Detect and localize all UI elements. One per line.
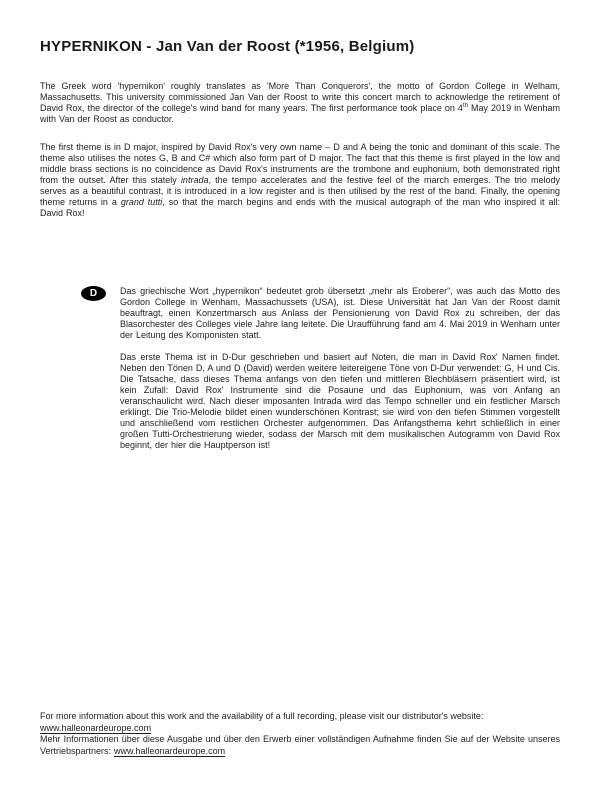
english-paragraph-2 [40,142,560,219]
text-run: For more information about this work and the availability of a full recording, please visit our distributor's website: [40,711,484,721]
ordinal-suffix-superscript: th [462,103,468,109]
text-run: The first theme is in D major, inspired by David Rox's very own name – D and A being the tonic and dominant of this scale. The theme also utilises the notes G, B and C# which also form part of D major. The fact that this theme is first played in the low and middle brass sections is no coincidence as David Rox's instruments are the trombone and euphonium, both demonstrated right from the outset. After this stately [40,142,560,185]
text-run: , so that the march begins and ends with the musical autograph of the man who inspired it all: David Rox! [40,197,560,218]
italic-term-intrada: intrada [180,175,209,185]
distributor-link-german[interactable]: www.halleonardeurope.com [114,745,226,756]
german-text-column [120,286,560,451]
text-run: , the tempo accelerates and the festive feel of the march emerges. The trio melody serves as a beautiful contrast, it is introduced in a low register and is then utilised by the rest of the band. Finally, the opening theme returns in a [40,175,560,207]
text-run: The Greek word 'hypernikon' roughly translates as 'More Than Conquerors', the motto of Gordon College in Welham, Massachusetts. This university commissioned Jan Van der Roost to write this concert march to acknowledge the retirement of David Rox, the director of the college's wind band for many years. The first performance took place on 4 [40,81,560,113]
german-paragraph-1: Das griechische Wort „hypernikon“ bedeutet grob übersetzt „mehr als Eroberer“, was auch das Motto des Gordon College in Wenham, Massachussets (USA), ist. Diese Universität hat Jan Van der Roost damit beauftragt, einen Konzertmarsch aus Anlass der Pensionierung von David Rox zu schreiben, der das Blasorchester des Colleges viele Jahre lang leitete. Die Uraufführung fand am 4. Mai 2019 in Wenham unter der Leitung des Komponisten statt. [120,286,560,340]
english-paragraph-1 [40,81,560,125]
text-run: May 2019 in Wenham with Van der Roost as conductor. [40,103,561,124]
footer-note-german [40,734,560,757]
german-paragraph-2: Das erste Thema ist in D-Dur geschrieben und basiert auf Noten, die man in David Rox' Namen findet. Neben den Tönen D, A und D (David) werden weitere leitereigene Töne von D-Dur verwendet: G, H und Cis. Die Tatsache, dass dieses Thema anfangs von den tiefen und mittleren Blechbläsern präsentiert wird, ist kein Zufall: David Rox' Instrumente sind die Posaune und das Euphonium, was von Anfang an veranschaulicht wird. Nach dieser imposanten Intrada wird das Tempo schneller und ein festlicher Marsch erklingt. Die Trio-Melodie bildet einen wunderschönen Kontrast; sie wird von den tiefen Stimmen vorgestellt und anschließend vom restlichen Orchester aufgenommen. Das Anfangsthema kehrt schließlich in einer großen Tutti-Orchestrierung wieder, sodass der Marsch mit dem musikalischen Autogramm von David Rox beginnt, der hier die Hauptperson ist! [120,352,560,450]
italic-term-grand-tutti: grand tutti [120,197,163,207]
page-title: HYPERNIKON - Jan Van der Roost (*1956, Belgium) [40,38,415,55]
text-run: Mehr Informationen über diese Ausgabe und über den Erwerb einer vollständigen Aufnahme finden Sie auf der Website unseres Vertriebspartners: [40,734,560,756]
footer [40,711,560,757]
german-translation-section [81,286,560,451]
footer-note-english [40,711,560,734]
distributor-link-english[interactable]: www.halleonardeurope.com [40,722,152,733]
german-language-badge: D [81,286,106,301]
